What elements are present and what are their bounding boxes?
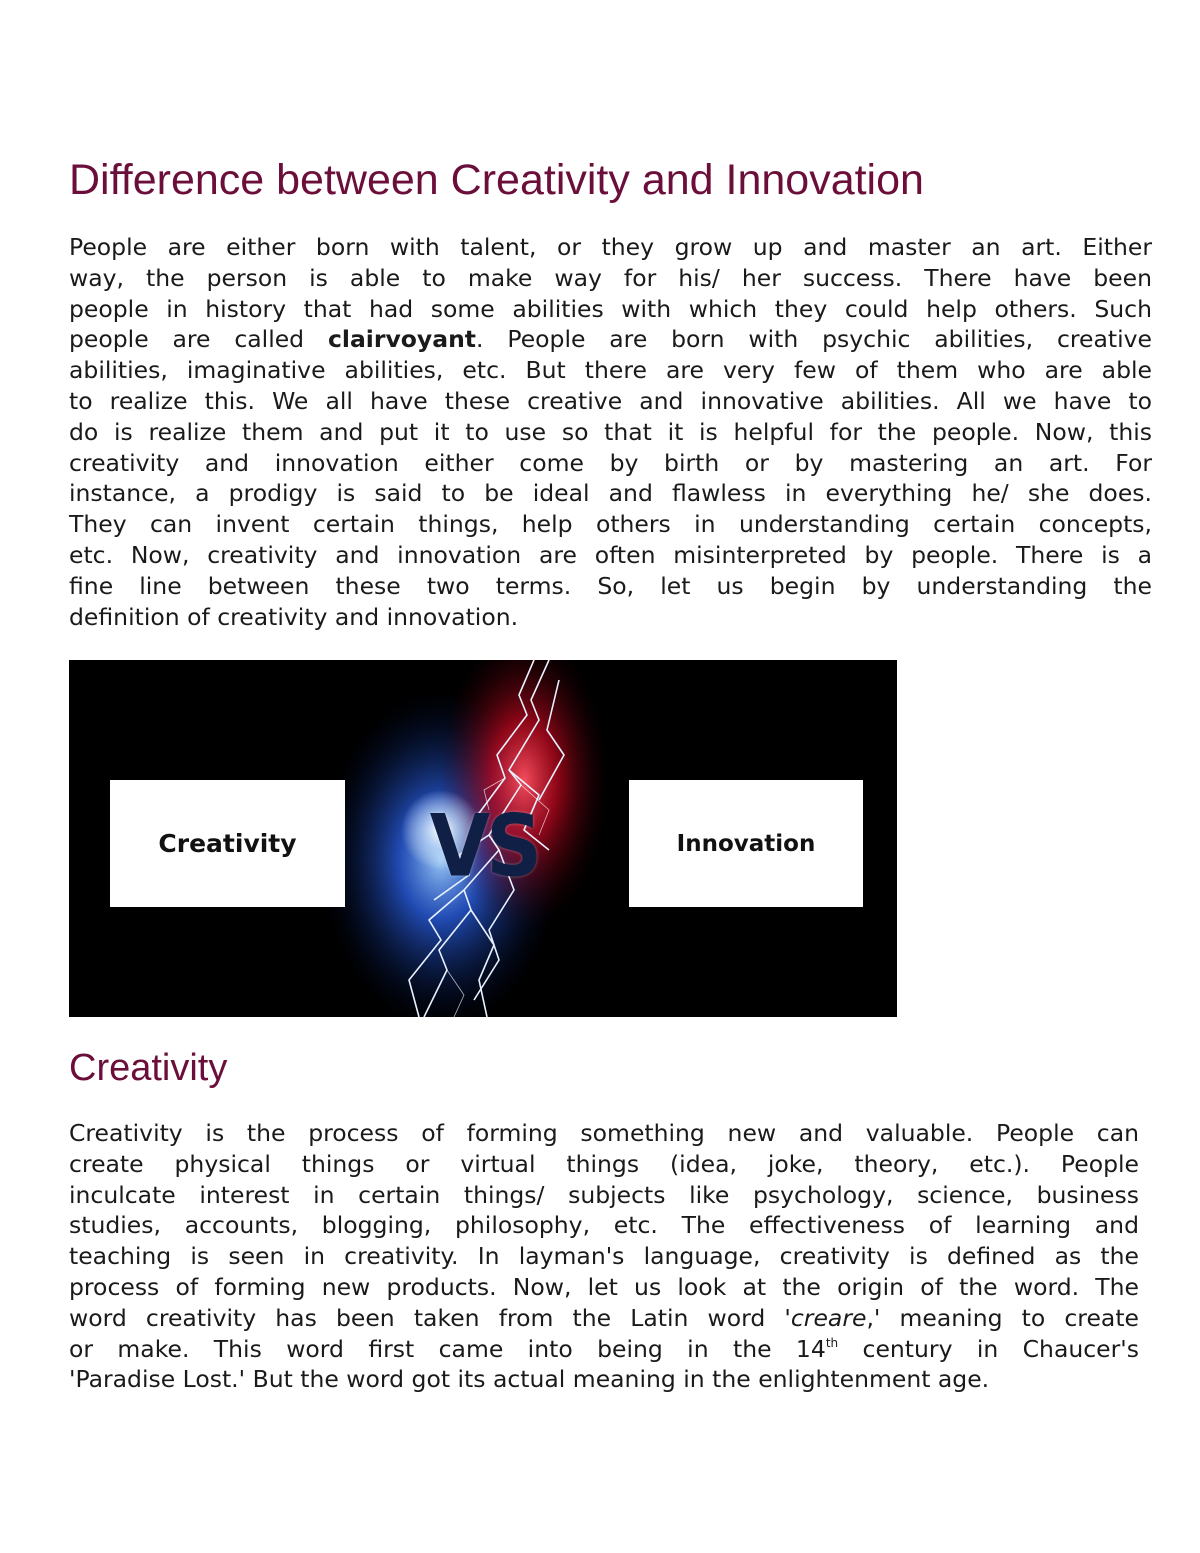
creativity-line [69,1334,1139,1365]
creativity-vs-innovation-image [69,660,897,1017]
creativity-heading: Creativity [69,1047,228,1089]
clairvoyant-term: clairvoyant [327,325,477,354]
creativity-line [69,1303,1139,1334]
creativity-line: create physical things or virtual things (idea, joke, theory, etc.). People [69,1149,1139,1178]
creativity-text: or make. This word first came into being in the 14 [69,1334,826,1363]
intro-line: instance, a prodigy is said to be ideal and flawless in everything he/ she does. [69,479,1152,508]
creativity-line: teaching is seen in creativity. In layman's language, creativity is defined as the [69,1242,1139,1271]
creativity-card: Creativity [110,780,345,907]
creativity-line: inculcate interest in certain things/ subjects like psychology, science, business [69,1180,1139,1209]
creativity-text: word creativity has been taken from the Latin word ' [69,1303,791,1332]
ordinal-suffix: th [825,1335,839,1350]
intro-line: definition of creativity and innovation. [69,602,519,631]
creativity-line: 'Paradise Lost.' But the word got its actual meaning in the enlightenment age. [69,1365,990,1394]
creativity-paragraph [69,1118,1139,1395]
intro-line: fine line between these two terms. So, let us begin by understanding the [69,571,1152,600]
latin-word: creare [790,1303,867,1332]
intro-line: etc. Now, creativity and innovation are often misinterpreted by people. There is a [69,540,1152,569]
intro-line: abilities, imaginative abilities, etc. But there are very few of them who are able [69,356,1152,385]
intro-line: way, the person is able to make way for his/ her success. There have been [69,263,1152,292]
vs-label: VS [429,797,539,897]
creativity-text: ,' meaning to create [866,1303,1139,1332]
intro-line: creativity and innovation either come by birth or by mastering an art. For [69,448,1152,477]
intro-line: They can invent certain things, help others in understanding certain concepts, [69,510,1152,539]
intro-text: . People are born with psychic abilities, creative [476,325,1152,354]
intro-line [69,324,1152,355]
innovation-card: Innovation [629,780,863,907]
creativity-line: process of forming new products. Now, let us look at the origin of the word. The [69,1272,1139,1301]
intro-text: people are called [69,325,305,354]
creativity-text: century in Chaucer's [838,1334,1139,1363]
intro-paragraph [69,232,1152,632]
creativity-line: Creativity is the process of forming something new and valuable. People can [69,1119,1139,1147]
intro-line: People are either born with talent, or they grow up and master an art. Either [69,233,1152,261]
creativity-line: studies, accounts, blogging, philosophy, etc. The effectiveness of learning and [69,1211,1139,1240]
intro-line: do is realize them and put it to use so that it is helpful for the people. Now, this [69,417,1152,446]
page-title: Difference between Creativity and Innovation [69,156,924,204]
intro-line: to realize this. We all have these creative and innovative abilities. All we have to [69,386,1152,415]
intro-line: people in history that had some abilities with which they could help others. Such [69,294,1152,323]
